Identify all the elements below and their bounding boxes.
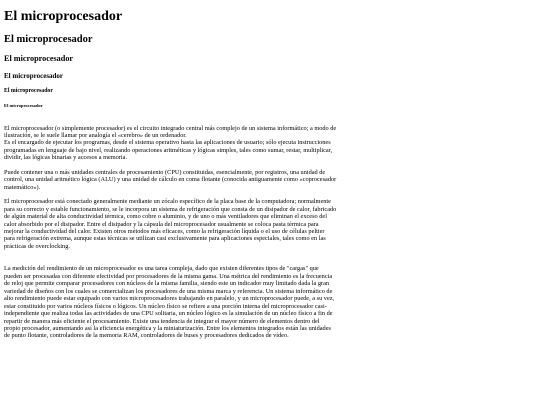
text-line: estar constituido por varios núcleos físicos o lógicos. Un núcleo físico se refiere a una porción interna del microprocesador casi- <box>4 302 327 310</box>
text-line: mejorar la conductividad del calor. Existen otros métodos más eficaces, como la refrigeración líquida o el uso de células peltier <box>4 228 325 235</box>
text-line: de punto flotante, controladores de la memoria RAM, controladores de buses y procesadores dedicados de vídeo. <box>4 332 289 340</box>
text-line: de algún material de alta conductividad térmica, como cobre o aluminio, y de uno o más ventiladores que eliminan el exceso del <box>4 213 327 221</box>
paragraph-cooling <box>4 198 364 250</box>
heading-level-1: El microprocesador <box>4 9 123 24</box>
heading-level-2: El microprocesador <box>4 34 93 46</box>
heading-level-6: El microprocesador <box>4 103 43 109</box>
text-line: prácticas de overclocking. <box>4 242 70 250</box>
text-line: para su correcto y estable funcionamiento, se le incorpora un sistema de refrigeración que consta de un disipador de calor, fabricado <box>4 205 337 213</box>
heading-level-3: El microprocesador <box>4 54 74 64</box>
text-line: para refrigeración extrema, aunque estas técnicas se utilizan casi exclusivamente para aplicaciones especiales, tales como en las <box>4 235 326 243</box>
text-line: Puede contener una o más unidades centrales de procesamiento (CPU) constituidas, esencialmente, por registros, una unidad de <box>4 168 326 176</box>
text-line: Es el encargado de ejecutar los programas, desde el sistema operativo hasta las aplicaciones de usuario; sólo ejecuta instrucciones <box>4 139 331 147</box>
text-line: propio procesador, aumentando así la eficiencia energética y la miniaturización. Entre los elementos integrados están las unidades <box>4 324 331 332</box>
text-line: La medición del rendimiento de un microprocesador es una tarea compleja, dado que existen diferentes tipos de "cargas" que <box>4 265 319 273</box>
text-line: El microprocesador está conectado generalmente mediante un zócalo específico de la placa base de la computadora; normalmente <box>4 198 331 206</box>
text-line: control, una unidad aritmético lógica (ALU) y una unidad de cálculo en coma flotante (conocida antiguamente como «coprocesador <box>4 176 337 184</box>
text-line: calor absorbido por el disipador. Entre el disipador y la cápsula del microprocesador usualmente se coloca pasta térmica para <box>4 220 319 228</box>
heading-level-4: El microprocesador <box>4 71 64 80</box>
paragraph-components <box>4 169 364 191</box>
text-line: variedad de diseños con los cuales se comercializan los procesadores de una misma marca y referencia. Un sistema informático de <box>4 287 333 295</box>
document-page <box>4 0 536 340</box>
text-line: independiente que realiza todas las actividades de una CPU solitaria, un núcleo lógico es la simulación de un núcleo físico a fin de <box>4 310 333 318</box>
text-line: ilustración, se le suele llamar por analogía el «cerebro» de un ordenador. <box>4 132 187 140</box>
text-line: matemático»). <box>4 183 41 191</box>
text-line: pueden ser procesadas con diferente efectividad por procesadores de la misma gama. Una métrica del rendimiento es la frecuencia <box>4 272 333 280</box>
text-line: dividir, las lógicas binarias y accesos a memoria. <box>4 154 128 162</box>
text-line: de reloj que permite comparar procesadores con núcleos de la misma familia, siendo este un indicador muy limitado dada la gran <box>4 280 330 288</box>
heading-level-5: El microprocesador <box>4 87 53 94</box>
text-line: El microprocesador (o simplemente procesador) es el circuito integrado central más complejo de un sistema informático; a modo de <box>4 124 337 132</box>
text-line: programadas en lenguaje de bajo nivel, realizando operaciones aritméticas y lógicas simples, tales como sumar, restar, multiplicar, <box>4 146 333 154</box>
paragraph-performance <box>4 265 364 340</box>
paragraph-definition <box>4 125 364 162</box>
text-line: repartir de manera más eficiente el procesamiento. Existe una tendencia de integrar el mayor número de elementos dentro del <box>4 317 320 325</box>
text-line: alto rendimiento puede estar equipado con varios microprocesadores trabajando en paralelo, y un microprocesador puede, a su vez, <box>4 295 335 303</box>
